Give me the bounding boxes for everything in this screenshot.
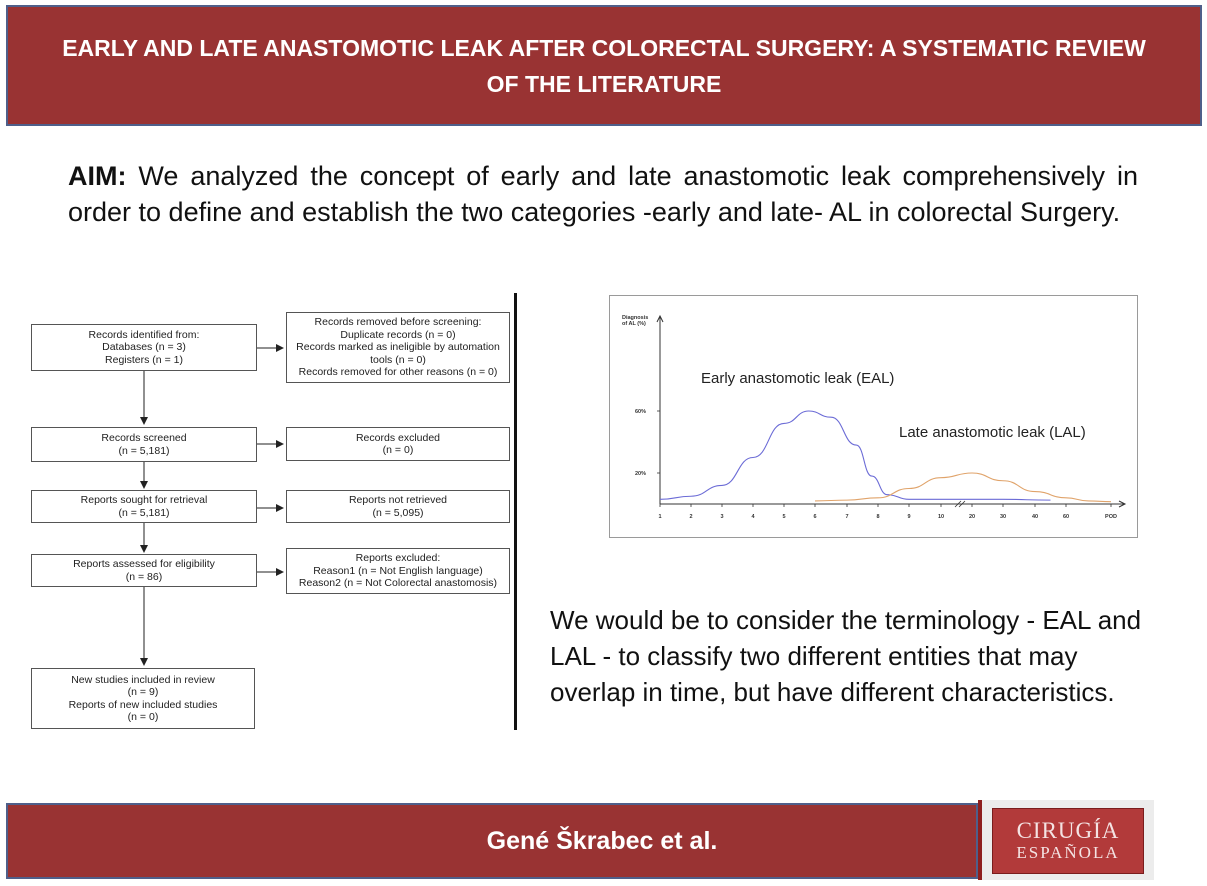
chart-x-tick-label: 60 — [1062, 514, 1070, 520]
box-line: (n = 9) — [127, 686, 159, 698]
box-line: (n = 0) — [127, 711, 159, 723]
legend-eal-label: Early anastomotic leak (EAL) — [701, 370, 895, 387]
legend-lal-label: Late anastomotic leak (LAL) — [899, 424, 1086, 441]
aim-label: AIM: — [68, 161, 127, 191]
box-line: (n = 5,181) — [118, 506, 170, 519]
box-line: Records excluded — [355, 431, 441, 444]
chart-x-tick-label: 8 — [876, 514, 880, 520]
box-line: Records removed before screening: — [314, 316, 482, 329]
box-line: (n = 0) — [382, 444, 414, 456]
chart-x-tick-label: 10 — [937, 514, 945, 520]
title-banner — [6, 5, 1202, 126]
footer-banner — [6, 803, 978, 879]
footer-authors: Gené Škrabec et al. — [486, 826, 718, 855]
chart-y-tick-label: 60% — [634, 409, 646, 415]
logo-text-line-1: CIRUGÍA — [1016, 818, 1120, 843]
box-line: Duplicate records (n = 0) — [340, 328, 456, 341]
box-studies-included — [31, 668, 255, 729]
chart-x-tick-label: 4 — [751, 514, 755, 520]
chart-y-axis-label: Diagnosis of AL (%) — [622, 315, 649, 327]
chart-x-tick-label: 7 — [845, 514, 849, 520]
chart-x-tick-label: 2 — [689, 514, 693, 520]
box-line: Records identified from: — [88, 328, 200, 341]
logo-text-line-2: ESPAÑOLA — [1016, 843, 1120, 862]
box-line: Records screened — [101, 432, 187, 444]
series-lal-line — [815, 473, 1111, 502]
chart-x-tick-label: 1 — [658, 514, 662, 520]
leak-timeline-chart — [609, 295, 1138, 538]
chart-y-tick-label: 20% — [634, 471, 646, 477]
box-line: Reason2 (n = Not Colorectal anastomosis) — [298, 577, 498, 590]
box-line: tools (n = 0) — [370, 353, 426, 366]
box-line: Reports assessed for eligibility — [73, 558, 215, 570]
chart-x-tick-label: 9 — [907, 514, 911, 520]
box-reports-not-retrieved — [286, 490, 510, 523]
box-line: New studies included in review — [71, 673, 215, 686]
chart-x-tick-label: 6 — [813, 514, 817, 520]
box-line: Reports of new included studies — [68, 698, 218, 711]
box-line: (n = 5,095) — [372, 506, 424, 519]
chart-x-tick-label: 3 — [720, 514, 724, 520]
chart-x-tick-label: POD — [1105, 514, 1117, 520]
box-line: Reports not retrieved — [348, 494, 448, 506]
box-line: Records marked as ineligible by automation — [296, 341, 500, 354]
box-records-identified — [31, 324, 257, 371]
journal-logo — [978, 800, 1154, 880]
aim-text: We analyzed the concept of early and late anastomotic leak comprehensively in order to define and establish the two categories -early and late- AL in colorectal Surgery. — [68, 161, 1138, 227]
box-records-removed — [286, 312, 510, 383]
conclusion-paragraph: We would be to consider the terminology - EAL and LAL - to classify two different entities that may overlap in time, but have different characteristics. — [550, 605, 1142, 707]
chart-x-tick-label: 30 — [999, 514, 1007, 520]
box-reports-sought — [31, 490, 257, 523]
box-line: Databases (n = 3) — [102, 341, 186, 354]
box-records-excluded — [286, 427, 510, 461]
box-line: Reports excluded: — [355, 552, 441, 565]
vertical-divider — [514, 293, 517, 730]
aim-paragraph — [68, 158, 1138, 230]
box-line: Registers (n = 1) — [105, 353, 183, 366]
box-reports-excluded — [286, 548, 510, 594]
box-line: (n = 86) — [125, 570, 163, 583]
box-line: (n = 5,181) — [118, 444, 170, 457]
box-line: Records removed for other reasons (n = 0) — [298, 366, 498, 379]
chart-x-tick-label: 20 — [968, 514, 976, 520]
box-line: Reason1 (n = Not English language) — [313, 564, 483, 577]
title-line-2: OF THE LITERATURE — [486, 70, 722, 97]
box-records-screened — [31, 427, 257, 462]
box-reports-assessed — [31, 554, 257, 587]
chart-x-tick-label: 5 — [782, 514, 786, 520]
journal-logo-badge — [992, 808, 1144, 874]
chart-svg — [610, 296, 1137, 537]
box-line: Reports sought for retrieval — [80, 494, 208, 506]
title-line-1: EARLY AND LATE ANASTOMOTIC LEAK AFTER COLORECTAL SURGERY: A SYSTEMATIC REVIEW — [62, 34, 1146, 61]
chart-x-tick-label: 40 — [1031, 514, 1039, 520]
